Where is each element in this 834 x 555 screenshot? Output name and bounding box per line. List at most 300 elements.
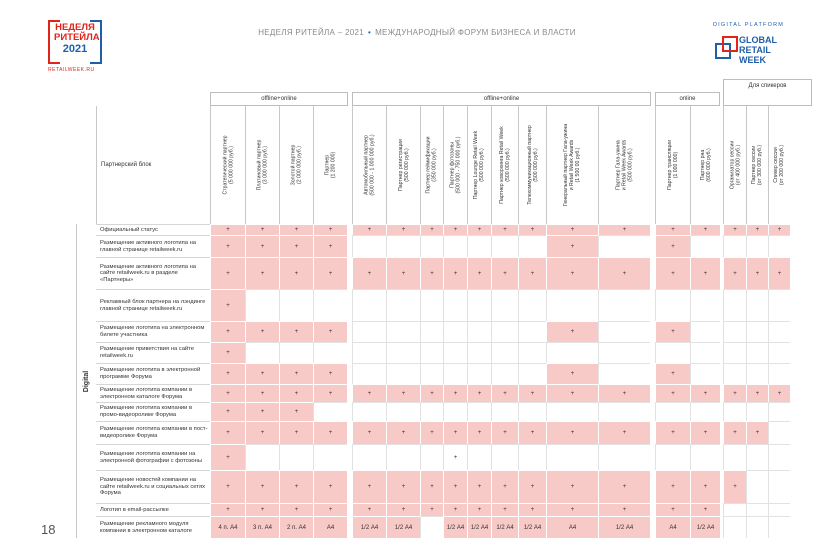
table-cell: + xyxy=(723,257,746,289)
table-cell xyxy=(768,321,790,342)
table-cell xyxy=(313,402,347,421)
table-cell xyxy=(768,289,790,321)
table-cell xyxy=(598,289,650,321)
table-cell: + xyxy=(386,384,420,402)
row-label: Логотип в email-рассылке xyxy=(96,503,210,516)
column-header-label: Автомобильный партнер (500 000 - 1 000 000 руб.) xyxy=(363,134,376,196)
logo-line-3: 2021 xyxy=(62,43,88,55)
table-cell xyxy=(467,363,491,384)
table-cell xyxy=(467,289,491,321)
table-cell: + xyxy=(245,402,279,421)
table-cell xyxy=(467,342,491,363)
row-label: Размещение активного логотипа на главной странице retailweek.ru xyxy=(96,235,210,257)
table-cell: + xyxy=(313,421,347,444)
table-cell xyxy=(352,444,386,470)
table-cell: 1/2 А4 xyxy=(467,516,491,538)
table-cell: + xyxy=(279,503,313,516)
table-cell xyxy=(723,363,746,384)
table-cell xyxy=(768,402,790,421)
row-label: Размещение логотипа на электронном билете участника xyxy=(96,321,210,342)
table-cell xyxy=(279,342,313,363)
table-cell: + xyxy=(768,224,790,235)
table-cell: + xyxy=(313,224,347,235)
table-cell xyxy=(467,235,491,257)
table-cell: А4 xyxy=(655,516,690,538)
table-cell xyxy=(491,402,518,421)
table-cell xyxy=(768,235,790,257)
table-cell: + xyxy=(352,503,386,516)
table-cell xyxy=(491,342,518,363)
table-cell xyxy=(746,444,768,470)
table-cell: + xyxy=(655,384,690,402)
table-cell xyxy=(768,342,790,363)
table-cell xyxy=(690,342,720,363)
table-cell xyxy=(518,342,546,363)
table-cell: + xyxy=(279,224,313,235)
table-cell: + xyxy=(420,384,443,402)
table-cell: + xyxy=(245,384,279,402)
column-group-header-speakers: Для спикеров xyxy=(723,79,812,106)
table-cell: + xyxy=(598,421,650,444)
logo-square-red xyxy=(722,36,738,52)
table-cell: + xyxy=(655,363,690,384)
table-cell xyxy=(491,444,518,470)
section-label-digital xyxy=(76,224,97,538)
header-title-right: МЕЖДУНАРОДНЫЙ ФОРУМ БИЗНЕСА И ВЛАСТИ xyxy=(375,28,576,37)
table-cell xyxy=(313,289,347,321)
table-cell xyxy=(746,363,768,384)
table-cell xyxy=(279,444,313,470)
table-cell: + xyxy=(420,503,443,516)
table-cell xyxy=(386,402,420,421)
table-cell: + xyxy=(443,384,467,402)
table-cell xyxy=(386,444,420,470)
table-cell xyxy=(386,363,420,384)
column-group-header: offline+online xyxy=(210,92,348,106)
column-header xyxy=(443,106,467,224)
partner-block-header: Партнерский блок xyxy=(96,106,210,224)
table-cell: + xyxy=(245,224,279,235)
table-cell xyxy=(746,235,768,257)
table-cell: + xyxy=(723,470,746,503)
table-cell xyxy=(420,402,443,421)
table-cell: + xyxy=(245,421,279,444)
table-cell: + xyxy=(518,421,546,444)
table-cell xyxy=(491,321,518,342)
table-cell: + xyxy=(279,363,313,384)
table-cell: + xyxy=(768,384,790,402)
table-cell: + xyxy=(443,470,467,503)
table-cell: + xyxy=(420,421,443,444)
table-cell: + xyxy=(210,421,245,444)
table-cell: + xyxy=(723,421,746,444)
table-cell: + xyxy=(518,224,546,235)
table-cell: + xyxy=(386,257,420,289)
table-cell xyxy=(598,342,650,363)
table-cell: + xyxy=(420,257,443,289)
table-cell: + xyxy=(386,421,420,444)
column-header xyxy=(210,106,245,224)
table-cell: + xyxy=(210,444,245,470)
logo-url: RETAILWEEK.RU xyxy=(48,67,95,73)
table-cell: + xyxy=(313,235,347,257)
table-cell: + xyxy=(598,257,650,289)
table-cell xyxy=(467,321,491,342)
table-cell xyxy=(768,421,790,444)
table-cell: + xyxy=(443,503,467,516)
row-label: Размещение новостей компании на сайте retailweek.ru и социальных сетях Форума xyxy=(96,470,210,503)
table-cell: + xyxy=(655,503,690,516)
table-cell xyxy=(443,342,467,363)
table-cell xyxy=(546,342,598,363)
table-cell: + xyxy=(313,470,347,503)
table-cell xyxy=(467,402,491,421)
table-cell xyxy=(598,321,650,342)
table-cell: + xyxy=(467,384,491,402)
table-cell: + xyxy=(467,421,491,444)
table-cell: + xyxy=(313,321,347,342)
table-cell xyxy=(655,444,690,470)
table-cell: 1/2 А4 xyxy=(386,516,420,538)
table-cell xyxy=(386,289,420,321)
table-cell: + xyxy=(352,224,386,235)
table-cell xyxy=(518,321,546,342)
column-header-label: Партнер регистрации (500 000 руб.) xyxy=(397,139,410,191)
column-header-label: Партнер (1 200 000) xyxy=(324,151,337,179)
table-cell: + xyxy=(491,224,518,235)
table-cell: + xyxy=(210,402,245,421)
table-cell xyxy=(746,289,768,321)
table-cell xyxy=(386,342,420,363)
table-cell: + xyxy=(467,257,491,289)
table-cell xyxy=(690,402,720,421)
table-cell: + xyxy=(386,224,420,235)
table-cell: + xyxy=(386,503,420,516)
table-cell xyxy=(491,235,518,257)
table-cell xyxy=(313,342,347,363)
table-cell xyxy=(352,235,386,257)
table-cell xyxy=(420,235,443,257)
table-cell xyxy=(491,289,518,321)
column-header xyxy=(245,106,279,224)
table-cell: + xyxy=(518,503,546,516)
table-cell: 2 п. А4 xyxy=(279,516,313,538)
table-cell: + xyxy=(420,470,443,503)
table-cell: + xyxy=(352,421,386,444)
table-cell: + xyxy=(546,384,598,402)
table-cell xyxy=(518,402,546,421)
column-header-label: Партнер Lounge Retail Week (500 000 руб.) xyxy=(473,130,486,200)
table-cell: + xyxy=(546,503,598,516)
table-cell: + xyxy=(598,384,650,402)
table-cell xyxy=(546,444,598,470)
table-cell: + xyxy=(518,257,546,289)
logo-line-2: РИТЕЙЛА xyxy=(54,32,100,43)
logo-global-retail-week xyxy=(713,22,793,68)
table-cell xyxy=(420,363,443,384)
row-label: Размещение логотипа компании в электронном каталоге Форума xyxy=(96,384,210,402)
table-cell: + xyxy=(245,503,279,516)
column-header-label: Партнер рна (600 000 руб.) xyxy=(699,148,712,182)
logo-global: GLOBAL xyxy=(739,35,777,45)
table-cell: + xyxy=(598,503,650,516)
table-cell xyxy=(598,363,650,384)
table-cell: + xyxy=(546,470,598,503)
table-cell: + xyxy=(546,257,598,289)
logo-week: WEEK xyxy=(739,55,766,65)
table-cell xyxy=(443,402,467,421)
table-cell xyxy=(690,321,720,342)
table-cell xyxy=(443,289,467,321)
table-cell: 1/2 А4 xyxy=(443,516,467,538)
table-cell xyxy=(746,342,768,363)
table-cell: + xyxy=(352,257,386,289)
column-header xyxy=(598,106,650,224)
column-header-label: Генеральный партнер Гала-ужина и Retail Week Awards (1 500 00 руб.) xyxy=(563,123,582,207)
table-cell: 1/2 А4 xyxy=(491,516,518,538)
table-cell xyxy=(467,444,491,470)
row-label: Размещение приветствия на сайте retailweek.ru xyxy=(96,342,210,363)
table-cell: + xyxy=(245,235,279,257)
table-cell: + xyxy=(279,470,313,503)
table-cell: + xyxy=(279,402,313,421)
table-cell: 1/2 А4 xyxy=(690,516,720,538)
column-header-label: Золотой партнер (2 000 000 руб.) xyxy=(290,144,303,186)
table-cell xyxy=(768,516,790,538)
table-cell: + xyxy=(467,224,491,235)
table-cell xyxy=(352,402,386,421)
row-label: Размещение логотипа компании на электронной фотографии с фотозоны xyxy=(96,444,210,470)
column-header-label: Партнер трансляции (1 000 000) xyxy=(667,139,680,191)
table-cell: 3 п. А4 xyxy=(245,516,279,538)
table-cell xyxy=(655,402,690,421)
table-cell xyxy=(518,363,546,384)
table-cell: + xyxy=(491,503,518,516)
table-cell: + xyxy=(746,421,768,444)
table-cell: А4 xyxy=(546,516,598,538)
table-cell: + xyxy=(443,421,467,444)
table-cell xyxy=(279,289,313,321)
column-header-label: Организатор сессии (от 400 000 руб.) xyxy=(729,140,741,190)
page-header-title xyxy=(0,28,834,37)
row-label: Размещение активного логотипа на сайте retailweek.ru в разделе «Партнеры» xyxy=(96,257,210,289)
table-cell: + xyxy=(210,321,245,342)
table-cell xyxy=(655,289,690,321)
column-group-header: offline+online xyxy=(352,92,651,106)
table-cell: + xyxy=(313,257,347,289)
table-cell xyxy=(690,363,720,384)
table-cell xyxy=(690,444,720,470)
table-cell xyxy=(443,321,467,342)
table-cell: + xyxy=(210,503,245,516)
table-cell xyxy=(723,503,746,516)
table-cell: + xyxy=(546,421,598,444)
table-cell: + xyxy=(491,384,518,402)
table-cell: + xyxy=(245,363,279,384)
table-cell xyxy=(598,444,650,470)
table-cell: + xyxy=(352,384,386,402)
table-cell xyxy=(723,321,746,342)
row-label: Размещение логотипа компании в промо-видеоролике Форума xyxy=(96,402,210,421)
table-cell: + xyxy=(279,321,313,342)
table-cell xyxy=(245,444,279,470)
column-header-label: Партнер Гала-ужина и Retail Week Awards (500 000 руб.) xyxy=(615,139,634,191)
table-cell xyxy=(768,503,790,516)
table-cell: + xyxy=(313,363,347,384)
table-cell: + xyxy=(655,257,690,289)
table-cell xyxy=(690,235,720,257)
column-header-label: Спикер сессии (от 200 000 руб.) xyxy=(773,144,786,186)
table-cell xyxy=(598,402,650,421)
table-cell xyxy=(768,470,790,503)
column-header xyxy=(420,106,443,224)
table-cell: + xyxy=(443,444,467,470)
table-cell xyxy=(491,363,518,384)
column-header-label: Партнер коворкинга Retail Week (500 000 руб.) xyxy=(499,126,511,204)
table-cell: + xyxy=(690,257,720,289)
column-header-label: Стратегический партнер (5 000 000 руб.) xyxy=(222,135,234,195)
table-cell xyxy=(420,342,443,363)
table-cell xyxy=(245,342,279,363)
column-header xyxy=(690,106,720,224)
table-cell xyxy=(420,516,443,538)
table-cell: + xyxy=(443,224,467,235)
column-header xyxy=(386,106,420,224)
table-cell: + xyxy=(655,421,690,444)
column-header-label: Платиновый партнер (3 000 000 руб.) xyxy=(256,139,269,191)
table-cell: + xyxy=(655,470,690,503)
table-cell: + xyxy=(279,257,313,289)
table-cell: + xyxy=(546,224,598,235)
table-cell: + xyxy=(690,224,720,235)
table-cell xyxy=(443,235,467,257)
table-cell: + xyxy=(467,470,491,503)
table-cell: + xyxy=(313,503,347,516)
table-cell xyxy=(746,402,768,421)
table-cell xyxy=(655,342,690,363)
section-label-text: Digital xyxy=(83,370,91,392)
table-cell: + xyxy=(386,470,420,503)
table-cell xyxy=(352,342,386,363)
header-title-left: НЕДЕЛЯ РИТЕЙЛА – 2021 xyxy=(258,28,364,37)
table-cell: + xyxy=(690,384,720,402)
logo-tagline: DIGITAL PLATFORM xyxy=(713,22,785,28)
table-cell xyxy=(768,444,790,470)
table-cell xyxy=(420,289,443,321)
table-cell: А4 xyxy=(313,516,347,538)
table-cell: + xyxy=(598,224,650,235)
logo-retail: RETAIL xyxy=(739,45,771,55)
column-header-label: Партнер фотозоны (500 000 - 750 000 руб.) xyxy=(449,136,462,194)
table-cell: + xyxy=(245,257,279,289)
table-cell: + xyxy=(420,224,443,235)
table-cell xyxy=(723,289,746,321)
column-header-label: Телекоммуникационный партнер (500 000 руб.) xyxy=(526,125,539,205)
table-cell xyxy=(746,470,768,503)
table-cell: + xyxy=(518,470,546,503)
table-cell: + xyxy=(546,363,598,384)
table-cell: + xyxy=(279,384,313,402)
table-cell: + xyxy=(546,235,598,257)
table-cell: + xyxy=(352,470,386,503)
row-label: Официальный статус xyxy=(96,224,210,235)
row-label: Размещение логотипа в электронной программе Форума xyxy=(96,363,210,384)
table-cell xyxy=(723,342,746,363)
table-cell: + xyxy=(491,257,518,289)
table-cell: + xyxy=(768,257,790,289)
table-cell: + xyxy=(655,321,690,342)
column-group-header: online xyxy=(655,92,720,106)
table-cell: + xyxy=(723,224,746,235)
table-cell: 1/2 А4 xyxy=(518,516,546,538)
column-header xyxy=(352,106,386,224)
table-cell: + xyxy=(210,224,245,235)
table-cell: 4 п. А4 xyxy=(210,516,245,538)
table-cell xyxy=(723,235,746,257)
table-cell xyxy=(352,321,386,342)
column-header xyxy=(546,106,598,224)
table-cell: + xyxy=(518,384,546,402)
column-header xyxy=(723,106,746,224)
column-header xyxy=(279,106,313,224)
table-cell xyxy=(443,363,467,384)
table-cell: + xyxy=(210,289,245,321)
table-cell xyxy=(690,289,720,321)
table-cell xyxy=(245,289,279,321)
table-cell: + xyxy=(746,384,768,402)
column-header xyxy=(491,106,518,224)
column-header xyxy=(518,106,546,224)
table-cell: + xyxy=(655,224,690,235)
column-header xyxy=(746,106,768,224)
table-cell xyxy=(746,503,768,516)
table-cell xyxy=(420,321,443,342)
table-cell: + xyxy=(210,470,245,503)
table-cell xyxy=(352,363,386,384)
table-cell xyxy=(420,444,443,470)
column-header xyxy=(467,106,491,224)
table-cell: + xyxy=(210,235,245,257)
table-cell xyxy=(313,444,347,470)
table-cell xyxy=(768,363,790,384)
column-header xyxy=(768,106,790,224)
table-cell: + xyxy=(467,503,491,516)
table-cell: + xyxy=(245,321,279,342)
table-cell: + xyxy=(655,235,690,257)
table-cell xyxy=(723,516,746,538)
table-cell: + xyxy=(491,421,518,444)
table-cell xyxy=(518,289,546,321)
table-cell: + xyxy=(443,257,467,289)
table-cell xyxy=(746,516,768,538)
table-cell: 1/2 А4 xyxy=(598,516,650,538)
table-cell: + xyxy=(546,321,598,342)
table-cell xyxy=(746,321,768,342)
table-cell xyxy=(386,235,420,257)
table-cell: + xyxy=(690,503,720,516)
table-cell xyxy=(598,235,650,257)
table-cell: + xyxy=(723,384,746,402)
table-cell xyxy=(386,321,420,342)
table-cell xyxy=(518,235,546,257)
row-label: Рекламный блок партнера на лэндинге главной странице retailweek.ru xyxy=(96,289,210,321)
column-header-label: Партнер сессии (от 300 000 руб.) xyxy=(751,144,764,186)
table-cell: + xyxy=(491,470,518,503)
table-cell: 1/2 А4 xyxy=(352,516,386,538)
table-cell: + xyxy=(690,421,720,444)
row-label: Размещение логотипа компании в пост-видеоролике Форума xyxy=(96,421,210,444)
table-cell: + xyxy=(279,421,313,444)
